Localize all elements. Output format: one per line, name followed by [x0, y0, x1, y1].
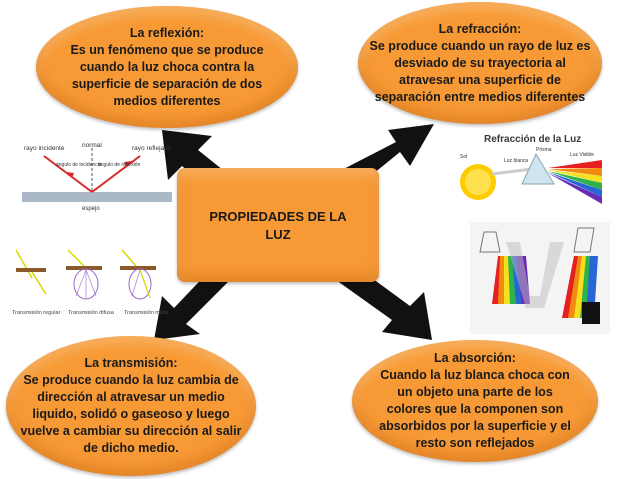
transmision-mixta-label: Transmisión mixta: [124, 310, 169, 316]
refraction-image: [452, 128, 602, 212]
sol-label: Sol: [460, 154, 468, 160]
rayo-incidente-label: rayo incidente: [24, 145, 65, 152]
normal-label: normal: [82, 142, 102, 149]
refraccion-node: [358, 2, 602, 124]
angulo-incidencia-label: ángulo de incidencia: [56, 162, 102, 168]
rayo-reflejado-label: rayo reflejado: [132, 145, 172, 152]
mirror-surface: [22, 192, 172, 202]
central-concept-box: [177, 168, 379, 282]
absorption-image: [470, 222, 610, 334]
transmision-regular-label: Transmisión regular: [12, 310, 61, 316]
angulo-reflexion-label: ángulo de reflexión: [98, 162, 141, 168]
transmision-title: La transmisión:: [84, 356, 178, 370]
transmission-image: [10, 250, 169, 326]
refraccion-title: La refracción:: [438, 21, 522, 36]
transmision-node: [6, 336, 256, 476]
absorcion-node: [352, 340, 598, 462]
espejo-label: espejo: [82, 206, 100, 212]
reflection-diagram: [22, 142, 172, 214]
absorcion-body: Cuando la luz blanca choca con un objeto una parte de los colores que la componen son absorbidos por la superficie y el resto son reflejados: [379, 368, 571, 450]
refraccion-body: Se produce cuando un rayo de luz es desviado de su trayectoria al atravesar una superficie de separación entre medios diferentes: [369, 38, 591, 104]
transmision-body: Se produce cuando la luz cambia de dirección al atravesar un medio liquido, solidó o gaseoso y luego vuelve a cambiar su dirección al salir de dicho medio.: [20, 373, 242, 455]
prisma-label: Prisma: [536, 147, 552, 153]
central-concept-label: PROPIEDADES DE LA LUZ: [209, 209, 347, 242]
reflexion-node: [36, 6, 298, 128]
reflexion-title: La reflexión:: [129, 25, 205, 40]
absorcion-title: La absorción:: [434, 351, 516, 365]
luz-visible-label: Luz Visible: [570, 152, 595, 158]
luz-blanca-label: Luz blanca: [504, 158, 529, 164]
transmision-difusa-label: Transmisión difusa: [68, 310, 114, 316]
refraction-image-title: Refracción de la Luz: [484, 134, 582, 145]
reflexion-body: Es un fenómeno que se produce cuando la luz choca contra la superficie de separación de dos medios diferentes: [70, 42, 264, 108]
